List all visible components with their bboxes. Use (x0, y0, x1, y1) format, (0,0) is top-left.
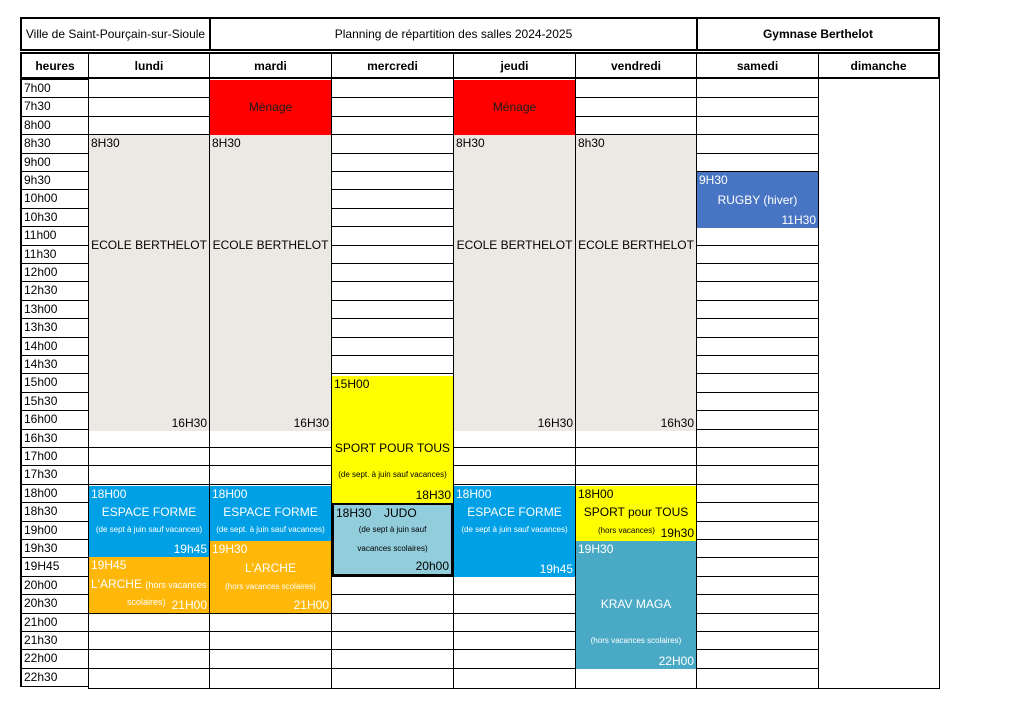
event-menage-jeudi (454, 80, 575, 135)
hour-label: 9h30 (20, 171, 89, 190)
event-label: JUDO (384, 506, 417, 520)
event-note: (hors vacances scolaires) (590, 636, 682, 645)
hour-label: 14h00 (20, 337, 89, 356)
event-end: 16H30 (537, 416, 573, 430)
hour-label: 10h30 (20, 208, 89, 227)
event-start: 18H30 (336, 506, 372, 520)
event-note: vacances scolaires) (357, 544, 428, 553)
day-label: mercredi (367, 58, 418, 73)
event-ecole-mardi (210, 135, 331, 431)
city-name-text: Ville de Saint-Pourçain-sur-Sioule (25, 27, 206, 41)
hour-label: 8h00 (20, 116, 89, 135)
event-end: 22H00 (658, 654, 694, 668)
hour-label: 9h00 (20, 153, 89, 172)
city-name (20, 17, 211, 51)
event-end: 16H30 (293, 416, 329, 430)
event-note: scolaires) (127, 597, 166, 607)
hour-label: 16h30 (20, 429, 89, 448)
event-note: (de sept. à juin sauf vacances) (216, 525, 325, 534)
column-header-mercredi (331, 52, 454, 79)
event-end: 21H00 (171, 598, 207, 612)
hour-label: 16h00 (20, 410, 89, 429)
event-label: L'ARCHE (245, 561, 296, 575)
event-end: 19h45 (539, 562, 573, 576)
event-label: SPORT POUR TOUS (334, 441, 451, 455)
event-start: 8h30 (578, 136, 605, 150)
event-espace-forme-jeudi (454, 486, 575, 577)
event-end: 21H00 (293, 598, 329, 612)
hour-label: 22h00 (20, 649, 89, 668)
event-start: 19H45 (91, 558, 127, 572)
grid-vline (696, 79, 697, 689)
day-label: mardi (254, 58, 287, 73)
page-title-text: Planning de répartition des salles 2024-2025 (334, 27, 573, 41)
event-label: ESPACE FORME (467, 505, 562, 519)
venue-name-text: Gymnase Berthelot (762, 27, 874, 41)
event-label: ECOLE BERTHELOT (91, 238, 207, 252)
hour-label: 7h30 (20, 97, 89, 116)
grid-vline (939, 79, 940, 689)
hour-label: 15h00 (20, 373, 89, 392)
event-end: 19h45 (173, 542, 207, 556)
event-label: L'ARCHE (91, 577, 142, 591)
event-note: (de sept à juin sauf (358, 525, 427, 534)
event-start: 15H00 (334, 377, 370, 391)
column-header-dimanche (818, 52, 940, 79)
hour-label: 19h00 (20, 521, 89, 540)
hour-label: 11h30 (20, 245, 89, 264)
hour-label: 19H45 (20, 557, 89, 576)
hour-label: 22h30 (20, 668, 89, 687)
event-note: (hors vacances) (598, 526, 655, 535)
page-title (209, 17, 698, 51)
event-label: ESPACE FORME (223, 505, 318, 519)
event-end: 19h30 (660, 526, 694, 540)
column-header-hours-text: heures (35, 58, 75, 73)
day-label: samedi (736, 58, 779, 73)
event-start: 8H30 (91, 136, 120, 150)
event-end: 18H30 (415, 488, 451, 502)
event-ecole-vendredi (576, 135, 696, 431)
hour-label: 18h30 (20, 502, 89, 521)
hour-label: 14h30 (20, 355, 89, 374)
event-label: ESPACE FORME (101, 505, 197, 519)
event-espace-forme-mardi (210, 486, 331, 541)
event-start: 9H30 (699, 173, 728, 187)
event-judo-mercredi (332, 503, 453, 576)
hour-label: 17h30 (20, 465, 89, 484)
event-start: 18H00 (212, 487, 248, 501)
grid-bottom-line (88, 688, 940, 689)
event-note: (de sept à juin sauf vacances) (95, 525, 203, 534)
hour-label: 12h30 (20, 281, 89, 300)
hour-label: 18h00 (20, 484, 89, 503)
column-header-mardi (209, 52, 332, 79)
hour-label: 13h00 (20, 300, 89, 319)
event-ecole-lundi (89, 135, 209, 431)
event-arche-mardi (210, 541, 331, 613)
hour-label: 21h30 (20, 631, 89, 650)
event-label: KRAV MAGA (600, 597, 672, 611)
day-label: lundi (134, 58, 164, 73)
event-label: ECOLE BERTHELOT (578, 238, 694, 252)
hour-label: 11h00 (20, 226, 89, 245)
hour-label: 12h00 (20, 263, 89, 282)
event-label: ECOLE BERTHELOT (456, 238, 573, 252)
event-note: (hors vacances (145, 580, 207, 590)
hour-label: 19h30 (20, 539, 89, 558)
event-start: 19H30 (212, 542, 248, 556)
hour-label: 21h00 (20, 613, 89, 632)
event-end: 11H30 (781, 213, 816, 227)
hour-label: 10h00 (20, 189, 89, 208)
event-arche-lundi (89, 557, 209, 613)
event-label: Ménage (248, 100, 293, 114)
event-rugby-samedi (697, 172, 818, 228)
day-label: dimanche (850, 58, 907, 73)
event-label: RUGBY (hiver) (717, 193, 798, 207)
column-header-jeudi (453, 52, 576, 79)
event-end: 20h00 (415, 559, 449, 573)
event-start: 8H30 (212, 136, 241, 150)
hour-label: 7h00 (20, 79, 89, 98)
event-start: 18H00 (456, 487, 492, 501)
column-header-vendredi (575, 52, 697, 79)
day-label: vendredi (610, 58, 661, 73)
event-espace-forme-lundi (89, 486, 209, 557)
event-note: (de sept. à juin sauf vacances) (338, 470, 447, 479)
event-label: ECOLE BERTHELOT (212, 238, 329, 252)
event-sport-mercredi (332, 376, 453, 503)
event-label: SPORT pour TOUS (583, 505, 689, 519)
column-header-lundi (88, 52, 210, 79)
hour-label: 20h30 (20, 594, 89, 613)
column-header-hours (20, 52, 89, 79)
event-note: (hors vacances scolaires) (225, 582, 316, 591)
event-start: 18H00 (578, 487, 614, 501)
event-label: Ménage (492, 100, 537, 114)
event-ecole-jeudi (454, 135, 575, 431)
event-menage-mardi (210, 80, 331, 135)
event-start: 8H30 (456, 136, 485, 150)
event-end: 16H30 (171, 416, 207, 430)
grid-vline (818, 79, 819, 689)
hour-label: 20h00 (20, 576, 89, 595)
venue-name (696, 17, 940, 51)
day-label: jeudi (500, 58, 529, 73)
hour-label: 8h30 (20, 134, 89, 153)
event-note: (de sept à juin sauf vacances) (461, 525, 568, 534)
event-start: 18H00 (91, 487, 127, 501)
event-sport-vendredi (576, 486, 696, 541)
column-header-samedi (696, 52, 819, 79)
hour-label: 17h00 (20, 447, 89, 466)
event-end: 16h30 (660, 416, 694, 430)
hour-label: 13h30 (20, 318, 89, 337)
event-start: 19H30 (578, 542, 614, 556)
hour-label: 15h30 (20, 392, 89, 411)
event-krav-maga-vendredi (576, 541, 696, 669)
